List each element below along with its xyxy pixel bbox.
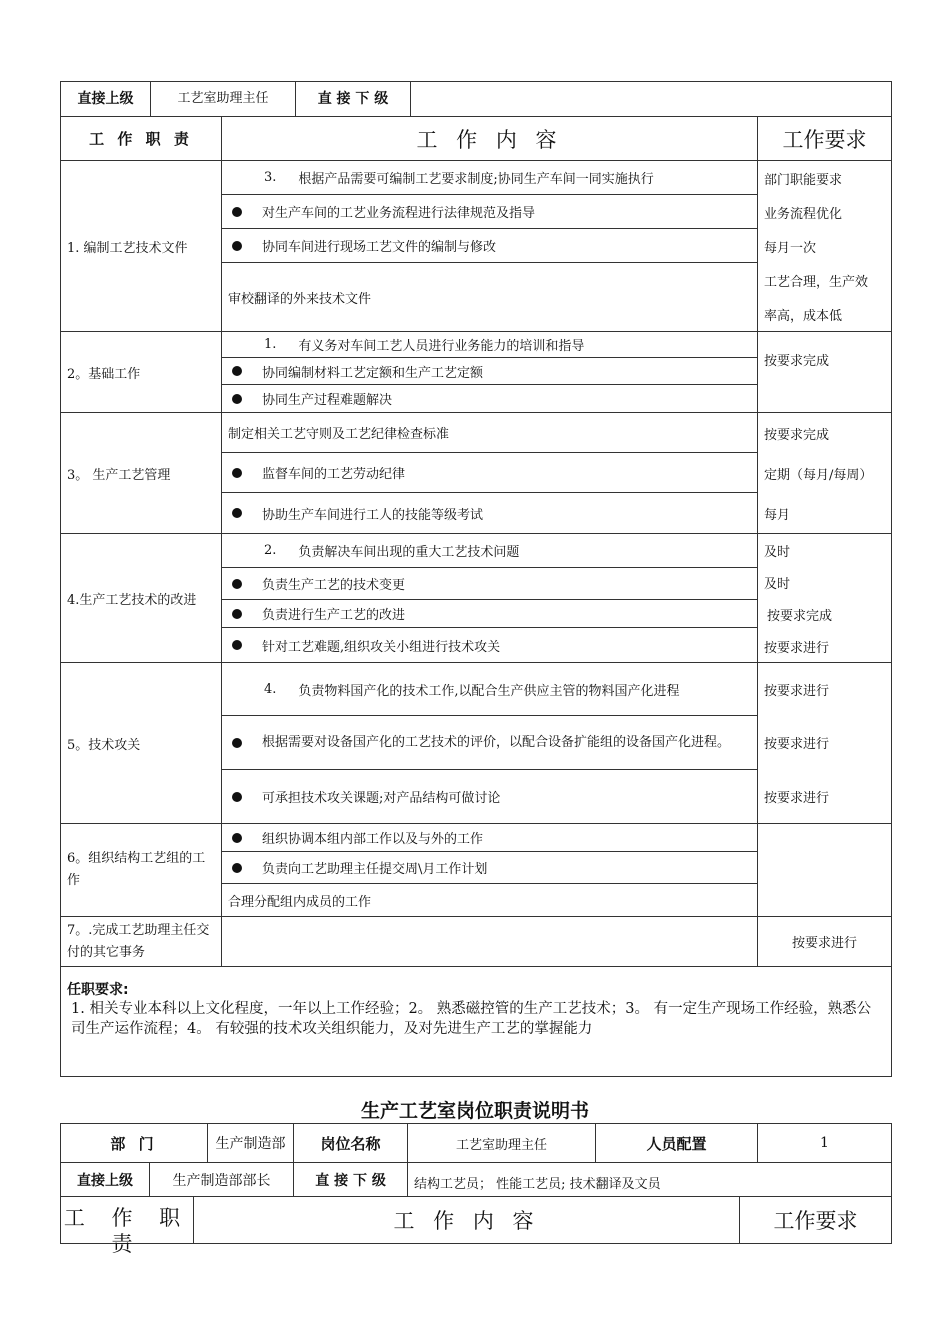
duty-cell: 7。.完成工艺助理主任交付的其它事务 — [61, 917, 222, 967]
content-line: 负责生产工艺的技术变更 — [222, 568, 757, 600]
duty-cell: 3。 生产工艺管理 — [61, 413, 222, 534]
content-line: 4. 负责物料国产化的技术工作,以配合生产供应主管的物料国产化进程 — [222, 663, 757, 716]
superior-label: 直接上级 — [61, 1163, 150, 1197]
staff-value: 1 — [758, 1124, 892, 1163]
duty-cell: 6。组织结构工艺组的工作 — [61, 824, 222, 917]
staff-label: 人员配置 — [596, 1124, 758, 1163]
content-line: 协同生产过程难题解决 — [222, 385, 757, 412]
duty-cell: 2。基础工作 — [61, 332, 222, 413]
job-info-table — [60, 1123, 892, 1197]
requirement-cell: 按要求完成 定期（每月/每周） 每月 — [758, 413, 892, 534]
job-duty-table — [60, 81, 892, 1077]
subordinate-label: 直 接 下 级 — [294, 1163, 408, 1197]
bullet-icon — [232, 241, 242, 251]
subordinate-value — [411, 82, 891, 116]
bullet-icon — [232, 792, 242, 802]
requirement-cell: 及时 及时 按要求完成 按要求进行 — [758, 534, 892, 663]
post-label: 岗位名称 — [294, 1124, 408, 1163]
duty-cell: 1. 编制工艺技术文件 — [61, 161, 222, 332]
qualification-text: 1. 相关专业本科以上文化程度，一年以上工作经验；2。 熟悉磁控管的生产工艺技术；3。 有一定生产现场工作经验，熟悉公司生产运作流程；4。 有较强的技术攻关组织能力，及对先进生产工艺的掌握能力 — [71, 1001, 872, 1037]
content-line: 协助生产车间进行工人的技能等级考试 — [222, 493, 757, 533]
duty-header: 工 作 职 责 — [61, 117, 222, 161]
qualification-cell — [61, 967, 892, 1077]
bullet-icon — [232, 640, 242, 650]
duty-header-cell — [61, 1197, 194, 1256]
content-line: 对生产车间的工艺业务流程进行法律规范及指导 — [222, 195, 757, 229]
content-cell — [222, 161, 758, 332]
document-title: 生产工艺室岗位职责说明书 — [360, 1100, 589, 1122]
content-cell — [222, 663, 758, 824]
bullet-icon — [232, 833, 242, 843]
content-line: 可承担技术攻关课题;对产品结构可做讨论 — [222, 770, 757, 823]
bullet-icon — [232, 609, 242, 619]
subordinate-value: 结构工艺员； 性能工艺员; 技术翻译及文员 — [408, 1163, 892, 1197]
bullet-icon — [232, 366, 242, 376]
content-line: 合理分配组内成员的工作 — [228, 894, 372, 910]
content-line: 审校翻译的外来技术文件 — [228, 291, 372, 307]
bullet-icon — [232, 207, 242, 217]
qualification-label: 任职要求: — [67, 982, 129, 998]
content-cell — [222, 824, 758, 917]
content-header: 工 作 内 容 — [222, 117, 758, 161]
content-line: 1. 有义务对车间工艺人员进行业务能力的培训和指导 — [222, 332, 757, 358]
subordinate-label: 直 接 下 级 — [296, 82, 411, 116]
dept-label: 部 门 — [61, 1124, 208, 1163]
duty-cell: 5。技术攻关 — [61, 663, 222, 824]
content-line: 负责进行生产工艺的改进 — [222, 600, 757, 628]
bullet-icon — [232, 863, 242, 873]
requirement-cell: 按要求进行 — [758, 917, 892, 967]
content-cell — [222, 332, 758, 413]
superior-value: 生产制造部部长 — [150, 1163, 294, 1197]
content-line: 监督车间的工艺劳动纪律 — [222, 453, 757, 493]
content-line: 2. 负责解决车间出现的重大工艺技术问题 — [222, 534, 757, 568]
content-line: 组织协调本组内部工作以及与外的工作 — [222, 824, 757, 852]
requirement-cell: 部门职能要求 业务流程优化 每月一次 工艺合理，生产效 率高，成本低 — [758, 161, 892, 332]
content-line: 协同车间进行现场工艺文件的编制与修改 — [222, 229, 757, 263]
bullet-icon — [232, 579, 242, 589]
bullet-icon — [232, 394, 242, 404]
bullet-icon — [232, 738, 242, 748]
superior-value: 工艺室助理主任 — [151, 82, 296, 116]
bullet-icon — [232, 468, 242, 478]
superior-label: 直接上级 — [61, 82, 151, 116]
requirement-cell — [758, 824, 892, 917]
requirement-header: 工作要求 — [740, 1197, 892, 1244]
content-line: 根据需要对设备国产化的工艺技术的评价，以配合设备扩能组的设备国产化进程。 — [222, 716, 757, 770]
content-line: 3. 根据产品需要可编制工艺要求制度;协同生产车间一同实施执行 — [222, 161, 757, 195]
content-line: 协同编制材料工艺定额和生产工艺定额 — [222, 358, 757, 385]
bullet-icon — [232, 508, 242, 518]
content-line: 针对工艺难题,组织攻关小组进行技术攻关 — [222, 628, 757, 662]
content-cell — [222, 413, 758, 534]
content-cell — [222, 917, 758, 967]
requirement-cell: 按要求完成 — [758, 332, 892, 413]
duty-cell: 4.生产工艺技术的改进 — [61, 534, 222, 663]
dept-value: 生产制造部 — [208, 1124, 294, 1163]
content-cell — [222, 534, 758, 663]
requirement-header: 工作要求 — [758, 117, 892, 161]
duty-header: 工 作 职 责 — [63, 1206, 191, 1256]
requirement-cell: 按要求进行 按要求进行 按要求进行 — [758, 663, 892, 824]
job-duty-header-table — [60, 1196, 892, 1256]
post-value: 工艺室助理主任 — [408, 1124, 596, 1163]
content-line: 制定相关工艺守则及工艺纪律检查标准 — [222, 413, 757, 453]
content-line: 负责向工艺助理主任提交周\月工作计划 — [222, 852, 757, 884]
content-header: 工 作 内 容 — [194, 1197, 740, 1244]
